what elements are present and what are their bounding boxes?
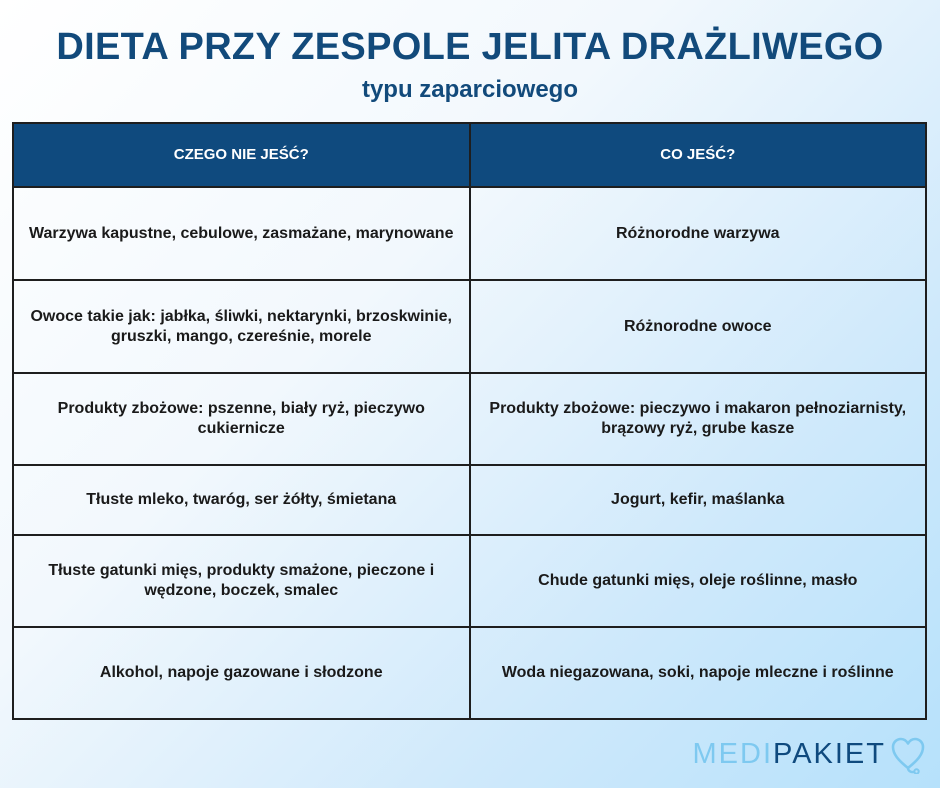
table-row (13, 465, 926, 535)
cell-eat: Woda niegazowana, soki, napoje mleczne i roślinne (470, 627, 927, 719)
table-row (13, 373, 926, 465)
brand-name-part1: MEDI (692, 737, 773, 770)
cell-avoid: Produkty zbożowe: pszenne, biały ryż, pieczywo cukiernicze (13, 373, 470, 465)
table-header-row (13, 123, 926, 187)
cell-eat: Produkty zbożowe: pieczywo i makaron pełnoziarnisty, brązowy ryż, grube kasze (470, 373, 927, 465)
cell-eat: Różnorodne owoce (470, 280, 927, 373)
table-row (13, 535, 926, 627)
cell-avoid: Warzywa kapustne, cebulowe, zasmażane, marynowane (13, 187, 470, 280)
cell-eat: Chude gatunki mięs, oleje roślinne, masło (470, 535, 927, 627)
cell-avoid: Tłuste mleko, twaróg, ser żółty, śmietana (13, 465, 470, 535)
cell-avoid: Owoce takie jak: jabłka, śliwki, nektarynki, brzoskwinie, gruszki, mango, czereśnie, morele (13, 280, 470, 373)
page-subtitle: typu zaparciowego (361, 76, 579, 103)
brand-logo (693, 734, 927, 774)
column-header-avoid: CZEGO NIE JEŚĆ? (13, 123, 470, 187)
table-row (13, 280, 926, 373)
cell-eat: Jogurt, kefir, maślanka (470, 465, 927, 535)
cell-avoid: Alkohol, napoje gazowane i słodzone (13, 627, 470, 719)
heart-stethoscope-icon (890, 734, 926, 774)
table-row (13, 627, 926, 719)
cell-avoid: Tłuste gatunki mięs, produkty smażone, pieczone i wędzone, boczek, smalec (13, 535, 470, 627)
page-title: DIETA PRZY ZESPOLE JELITA DRAŻLIWEGO (56, 26, 884, 68)
brand-name-part2: PAKIET (773, 737, 886, 770)
column-header-eat: CO JEŚĆ? (470, 123, 927, 187)
diet-table (12, 122, 927, 720)
cell-eat: Różnorodne warzywa (470, 187, 927, 280)
table-row (13, 187, 926, 280)
